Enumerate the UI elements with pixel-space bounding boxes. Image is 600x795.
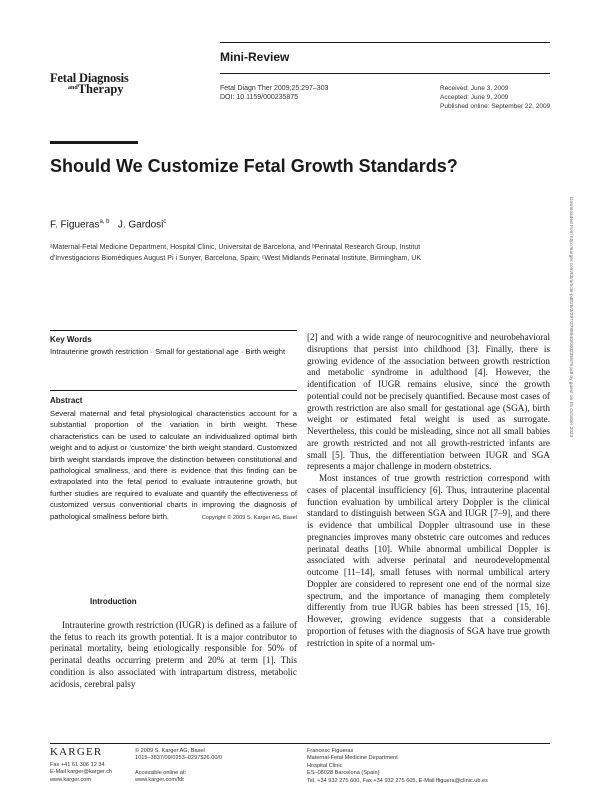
introduction-heading: Introduction xyxy=(90,597,137,606)
header-mid-rule xyxy=(220,73,550,74)
title-rule xyxy=(50,141,138,144)
footer-access-link[interactable]: www.karger.com/fdt xyxy=(135,777,184,784)
article-dates xyxy=(440,84,550,111)
keywords-text: Intrauterine growth restriction · Small for gestational age · Birth weight xyxy=(50,347,286,356)
abstract-heading: Abstract xyxy=(50,396,83,405)
introduction-paragraph: Intrauterine growth restriction (IUGR) is defined as a failure of the fetus to reach its growth potential. It is a major contributor to perinatal mortality, being etiologically responsible for 50% of perinatal deaths occurring preterm and 20% at term [1]. This condition is also associated with intrapartum distress, metabolic acidosis, cerebral palsy xyxy=(50,620,297,689)
footer-copyright-line2: 1015–3837/09/0253–0297$26.00/0 xyxy=(135,755,223,762)
abstract-rule xyxy=(50,390,297,391)
address-contact: Tel. +34 932 275 600, Fax +34 932 275 605, E-Mail ffiguera@clinic.ub.es xyxy=(307,777,488,784)
keywords-heading: Key Words xyxy=(50,335,92,344)
journal-logo xyxy=(50,73,129,94)
right-paragraph-2: Most instances of true growth restriction correspond with cases of placental insufficiency [6]. Thus, intrauterine placental function evaluation by umbilical artery Doppler is the clinical standard to distinguish between SGA and IUGR [7–9], and there is evidence that umbilical Doppler ultrasound use in these pregnancies improves many obstetric care outcomes and reduces perinatal deaths [10]. While abnormal umbilical Doppler is associated with adverse perinatal and neurodevelopmental outcome [11–14], small fetuses with normal umbilical artery Doppler are considered to represent one end of the normal size spectrum, and the importance of managing them completely differently from true IUGR babies has been stressed [15, 16]. However, growing evidence suggests that a considerable proportion of fetuses with the diagnosis of SGA have true growth restriction in spite of a normal um- xyxy=(307,473,550,648)
correspondence-address xyxy=(307,748,488,785)
citation xyxy=(220,84,328,102)
author-2-affil: c xyxy=(163,219,167,225)
section-label: Mini-Review xyxy=(220,50,290,64)
keywords-rule xyxy=(50,330,297,331)
affiliations: ᵃMaternal-Fetal Medicine Department, Hospital Clinic, Universitat de Barcelona, and ᵇPerinatal Research Group, Institut d'Investigacions Biomèdiques August Pi i Sunyer, Barcelona, Spain; ᶜWest Midlands Perinatal Institute, Birmingham, UK xyxy=(50,244,421,262)
author-1: F. Figueras xyxy=(50,219,100,231)
footer-access-label: Accessible online at: xyxy=(135,770,186,776)
publisher-fax: Fax +41 61 306 12 34 xyxy=(50,762,105,768)
publisher-logo: KARGER xyxy=(50,746,103,758)
abstract-body xyxy=(50,408,297,524)
introduction-text xyxy=(50,620,297,690)
authors xyxy=(50,219,166,230)
address-city: ES–08028 Barcelona (Spain) xyxy=(307,770,380,777)
date-received: Received: June 3, 2009 xyxy=(440,85,509,92)
right-column-text xyxy=(307,332,550,649)
author-2: J. Gardosi xyxy=(117,219,164,231)
address-hospital: Hospital Clinic xyxy=(307,762,343,769)
address-department: Maternal-Fetal Medicine Department xyxy=(307,755,398,762)
footer-access xyxy=(135,770,186,785)
journal-name-line2: Therapy xyxy=(77,82,124,96)
download-watermark: Downloaded from http://karger.com/fdt/article-pdf/25/3/297/2788940/000235875.pdf by guest on 15 October 2023 xyxy=(568,197,573,438)
address-name: Francesc Figueras xyxy=(307,748,354,754)
right-paragraph-1: [2] and with a wide range of neurocognitive and neurobehavioral disruptions that persist into childhood [3]. Finally, there is growing evidence of the association between growth restriction and metabolic syndrome in adulthood [4]. However, the identification of IUGR remains elusive, since the growth potential could not be precisely quantified. Because most cases of growth restriction are also small for gestational age (SGA), birth weight or estimated fetal weight is used as surrogate. Nevertheless, this could be misleading, since not all small babies are growth restricted and not all growth-restricted infants are small [5]. Thus, the differentiation between IUGR and SGA represents a major challenge in modern obstetrics. xyxy=(307,332,550,472)
citation-doi: DOI: 10.1159/000235875 xyxy=(220,94,299,101)
footer-copyright-line1: © 2009 S. Karger AG, Basel xyxy=(135,748,205,754)
abstract-text: Several maternal and fetal physiological characteristics account for a substantial proportion of the variation in birth weight. These characteristics can be used to calculate an individualized optimal birth weight and to adjust or ‘customize’ the birth weight standard. Customized birth weight standards improve the distinction between constitutional and pathological smallness, and there is evidence that this finding can be extrapolated into the fetal period to evaluate intrauterine growth, but further studies are required to evaluate and quantify the effectiveness of customized versus conventional charts in improving the diagnosis of pathological smallness before birth. xyxy=(50,409,297,521)
page-title: Should We Customize Fetal Growth Standards? xyxy=(50,156,458,176)
publisher-email[interactable]: E-Mail karger@karger.ch xyxy=(50,769,112,776)
journal-name-line1: Fetal Diagnosis xyxy=(50,71,129,85)
publisher-website[interactable]: www.karger.com xyxy=(50,776,92,783)
journal-name-and: and xyxy=(68,85,78,91)
date-accepted: Accepted: June 9, 2009 xyxy=(440,94,509,101)
publisher-contact xyxy=(50,762,112,784)
abstract-copyright: Copyright © 2009 S. Karger AG, Basel xyxy=(201,514,297,521)
footer-copyright xyxy=(135,748,222,763)
citation-line1: Fetal Diagn Ther 2009;25:297–303 xyxy=(220,85,329,92)
header-top-rule xyxy=(220,42,550,43)
date-published: Published online: September 22, 2009 xyxy=(440,103,551,110)
footer-rule xyxy=(50,743,550,744)
author-1-affil: a, b xyxy=(99,219,110,225)
